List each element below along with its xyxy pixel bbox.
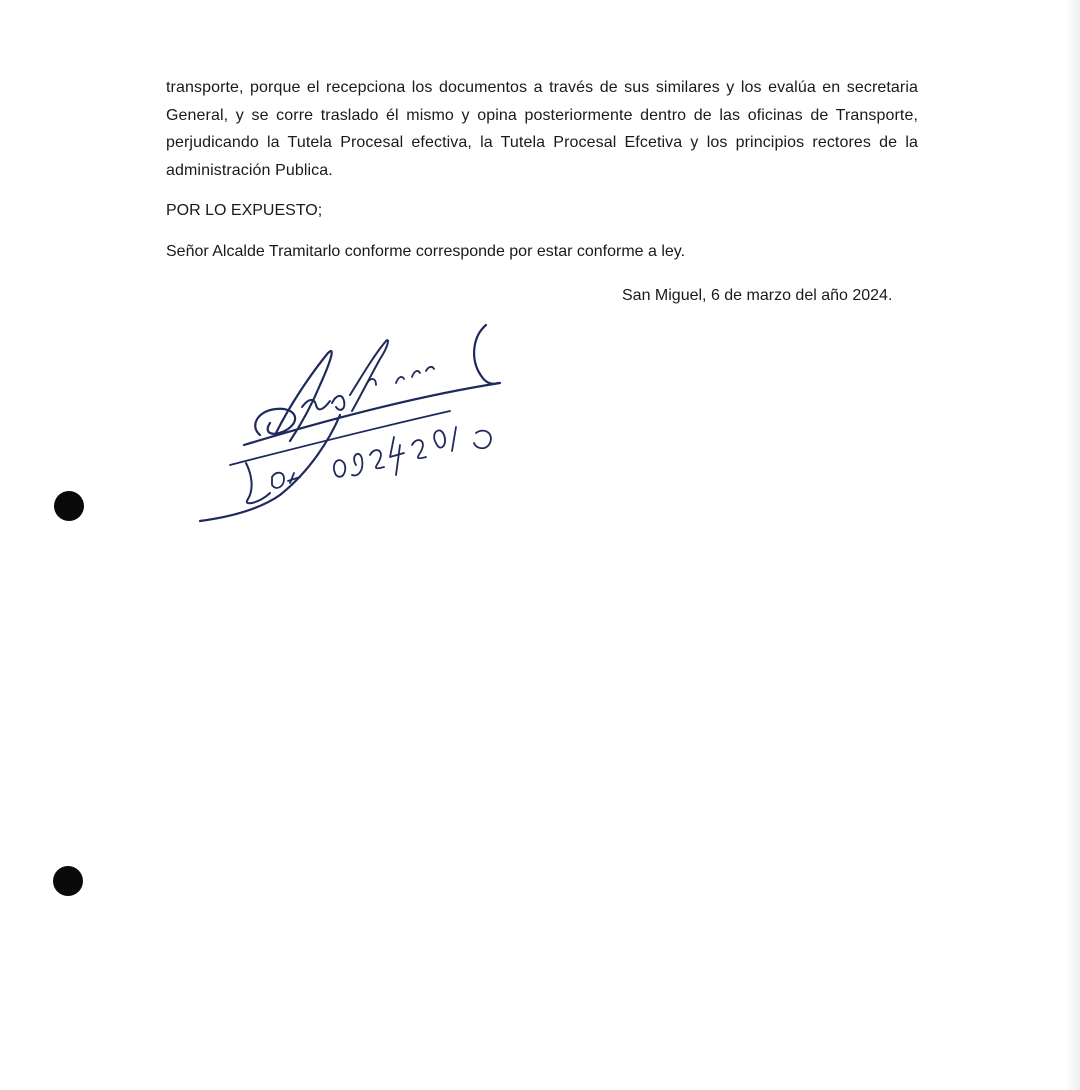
- page-edge-shadow: [1066, 0, 1080, 1090]
- handwritten-signature: [190, 315, 520, 535]
- request-line: Señor Alcalde Tramitarlo conforme corresponde por estar conforme a ley.: [166, 243, 686, 260]
- punch-hole: [53, 866, 83, 896]
- place-date: San Miguel, 6 de marzo del año 2024.: [622, 287, 893, 304]
- body-paragraph: transporte, porque el recepciona los documentos a través de sus similares y los evalúa en secretaria General, y se corre traslado él mismo y opina posteriormente dentro de las oficinas de Transporte, perjudicando la Tutela Procesal efectiva, la Tutela Procesal Efcetiva y los principios rectores de la administración Publica.: [166, 79, 918, 179]
- punch-hole: [54, 491, 84, 521]
- closing-heading: POR LO EXPUESTO;: [166, 202, 323, 219]
